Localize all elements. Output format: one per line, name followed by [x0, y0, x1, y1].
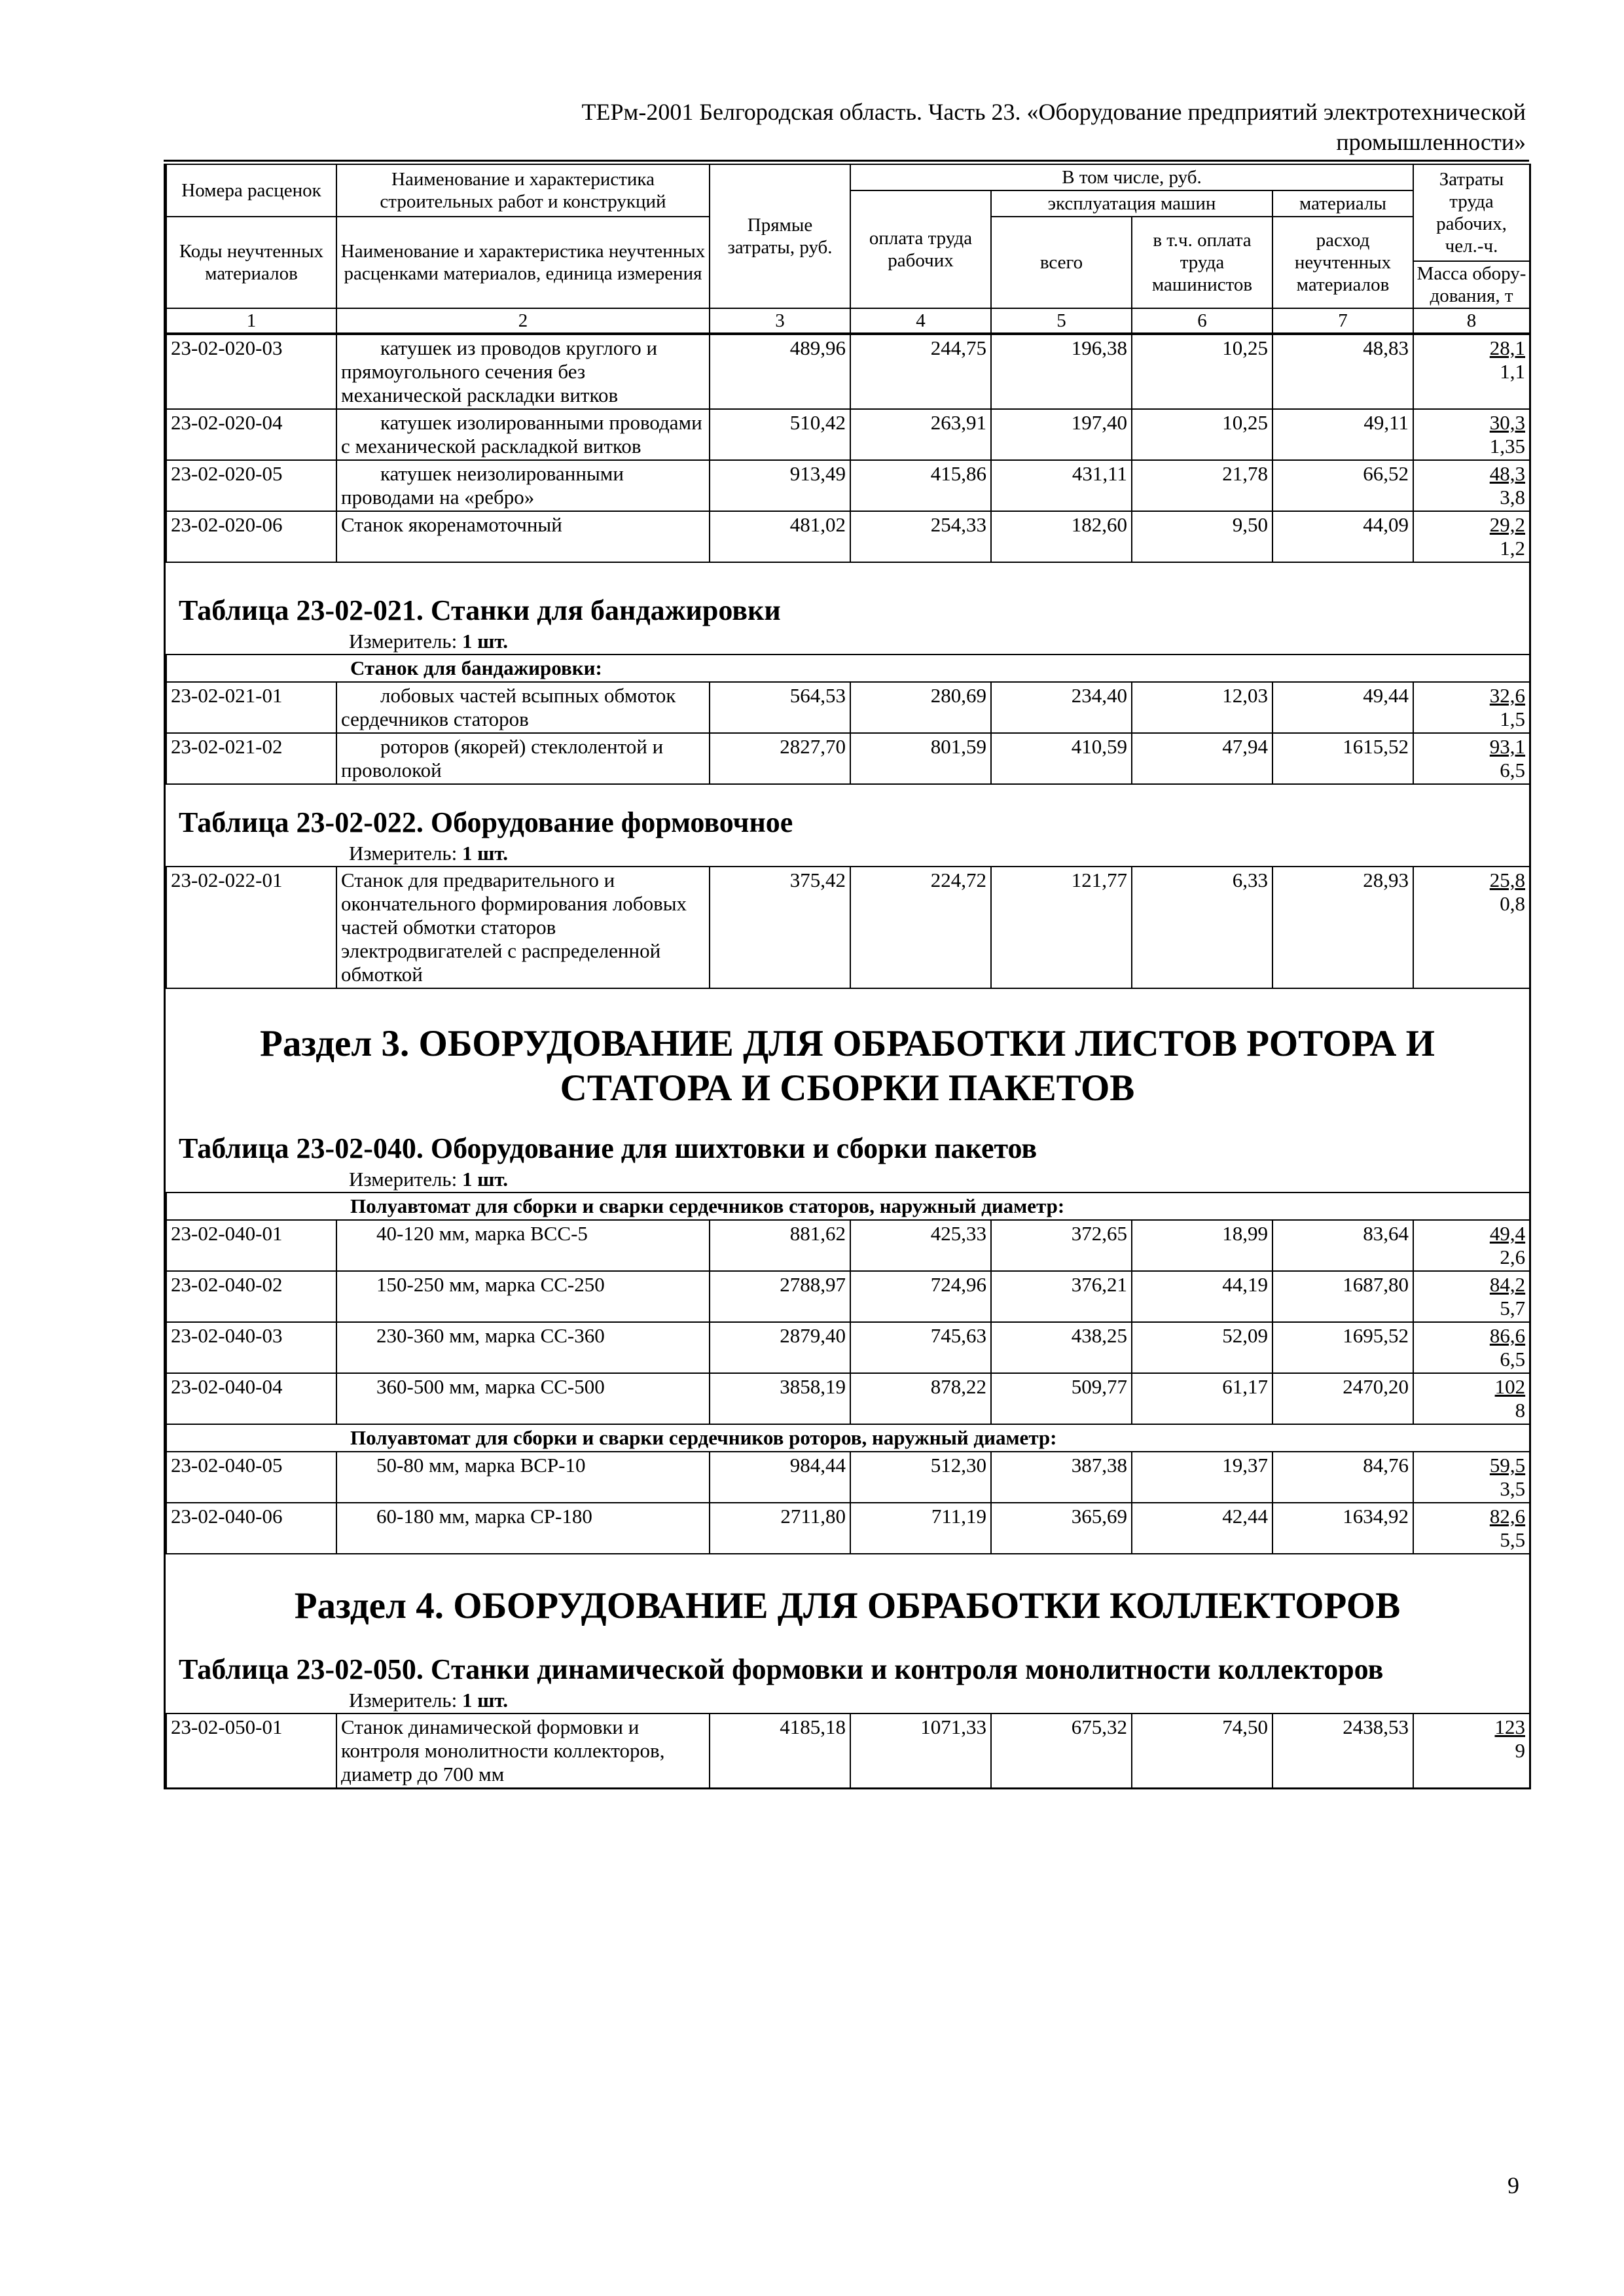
measure-050: Измеритель: 1 шт.: [349, 1689, 509, 1712]
direct-costs: 4185,18: [710, 1713, 850, 1788]
direct-costs: 913,49: [710, 460, 850, 511]
materials: 44,09: [1272, 511, 1413, 562]
materials: 28,93: [1272, 867, 1413, 988]
labor-mass: [1413, 1271, 1530, 1322]
table-row: [166, 867, 1530, 988]
page-number: 9: [1507, 2172, 1519, 2198]
machine-total: 438,25: [991, 1322, 1132, 1373]
labor-mass: [1413, 867, 1530, 988]
subheading-040-stators: Полуавтомат для сборки и сварки сердечников статоров, наружный диаметр:: [166, 1193, 1530, 1220]
labor-cost: 32,6: [1489, 684, 1526, 707]
labor-cost: 48,3: [1489, 462, 1525, 485]
machine-total: 376,21: [991, 1271, 1132, 1322]
machinist-pay: 52,09: [1132, 1322, 1272, 1373]
machine-total: 410,59: [991, 733, 1132, 784]
machinist-pay: 6,33: [1132, 867, 1272, 988]
table-row: [166, 334, 1530, 409]
table-040-title: Таблица 23-02-040. Оборудование для шихтовки и сборки пакетов: [179, 1132, 1038, 1164]
equipment-mass: 9: [1515, 1739, 1525, 1762]
column-header-table: [166, 164, 1530, 334]
machine-total: 197,40: [991, 409, 1132, 460]
machine-total: 372,65: [991, 1220, 1132, 1271]
subheading-021: Станок для бандажировки:: [166, 655, 1530, 682]
machinist-pay: 10,25: [1132, 409, 1272, 460]
rate-name: Станок для предварительного и окончательного формирования лобовых частей обмотки статоров электродвигателей с распределенной обмоткой: [336, 867, 710, 988]
materials: 49,44: [1272, 682, 1413, 733]
table-row: [166, 1713, 1530, 1788]
equipment-mass: 1,5: [1500, 708, 1526, 730]
rate-name: 60-180 мм, марка СР-180: [336, 1503, 710, 1554]
labor-cost: 49,4: [1489, 1222, 1526, 1245]
col2b-head: Наименование и характеристика неучтенных расценками материалов, единица измерения: [336, 217, 710, 308]
rate-name: катушек из проводов круглого и прямоугольного сечения без механической раскладки витков: [336, 334, 710, 409]
worker-pay: 280,69: [850, 682, 991, 733]
direct-costs: 984,44: [710, 1452, 850, 1503]
labor-cost: 84,2: [1489, 1273, 1526, 1296]
worker-pay: 263,91: [850, 409, 991, 460]
labor-cost: 93,1: [1489, 735, 1526, 758]
equipment-mass: 3,8: [1500, 486, 1525, 509]
machinist-pay: 21,78: [1132, 460, 1272, 511]
labor-cost: 28,1: [1489, 336, 1525, 359]
col1-head: Номера расценок: [166, 164, 336, 217]
table-021: [166, 654, 1530, 785]
materials: 2438,53: [1272, 1713, 1413, 1788]
materials: 1615,52: [1272, 733, 1413, 784]
rate-code: 23-02-021-02: [166, 733, 336, 784]
measure-022: Измеритель: 1 шт.: [349, 842, 509, 865]
table-row: [166, 1322, 1530, 1373]
direct-costs: 564,53: [710, 682, 850, 733]
table-row: [166, 682, 1530, 733]
page-header: [196, 97, 1526, 157]
machinist-pay: 10,25: [1132, 334, 1272, 409]
direct-costs: 481,02: [710, 511, 850, 562]
rate-code: 23-02-040-06: [166, 1503, 336, 1554]
labor-mass: [1413, 1713, 1530, 1788]
labor-cost: 59,5: [1489, 1454, 1526, 1477]
col1b-head: Коды неучтенных материалов: [166, 217, 336, 308]
rate-name: Станок якоренамоточный: [336, 511, 710, 562]
rate-code: 23-02-021-01: [166, 682, 336, 733]
direct-costs: 881,62: [710, 1220, 850, 1271]
col3-head: Прямые затраты, руб.: [710, 164, 850, 308]
equipment-mass: 8: [1515, 1399, 1526, 1422]
col7-head: расход неучтенных материалов: [1272, 217, 1413, 308]
materials: 83,64: [1272, 1220, 1413, 1271]
column-numbers: 1 2 3 4 5 6 7 8: [166, 308, 1530, 333]
machine-total: 365,69: [991, 1503, 1132, 1554]
machine-total: 121,77: [991, 867, 1132, 988]
direct-costs: 510,42: [710, 409, 850, 460]
rate-name: катушек неизолированными проводами на «ребро»: [336, 460, 710, 511]
equipment-mass: 5,5: [1500, 1528, 1526, 1551]
table-row: [166, 409, 1530, 460]
rate-name: 40-120 мм, марка ВСС-5: [336, 1220, 710, 1271]
machinist-pay: 9,50: [1132, 511, 1272, 562]
direct-costs: 2879,40: [710, 1322, 850, 1373]
equipment-mass: 1,2: [1500, 537, 1525, 560]
worker-pay: 512,30: [850, 1452, 991, 1503]
machinist-pay: 18,99: [1132, 1220, 1272, 1271]
machinist-pay: 74,50: [1132, 1713, 1272, 1788]
labor-mass: [1413, 1322, 1530, 1373]
section-4-heading: Раздел 4. ОБОРУДОВАНИЕ ДЛЯ ОБРАБОТКИ КОЛЛЕКТОРОВ: [294, 1585, 1401, 1626]
table-row: [166, 1503, 1530, 1554]
worker-pay: 878,22: [850, 1373, 991, 1424]
materials: 84,76: [1272, 1452, 1413, 1503]
table-022: [166, 866, 1530, 989]
col5-head: всего: [991, 217, 1132, 308]
table-row: [166, 1271, 1530, 1322]
rate-code: 23-02-020-05: [166, 460, 336, 511]
machinist-pay: 44,19: [1132, 1271, 1272, 1322]
rate-code: 23-02-020-04: [166, 409, 336, 460]
machine-total: 675,32: [991, 1713, 1132, 1788]
rate-code: 23-02-040-01: [166, 1220, 336, 1271]
labor-mass: [1413, 511, 1530, 562]
machinist-pay: 61,17: [1132, 1373, 1272, 1424]
direct-costs: 2711,80: [710, 1503, 850, 1554]
subheading-040-rotors: Полуавтомат для сборки и сварки сердечников роторов, наружный диаметр:: [166, 1424, 1530, 1452]
table-022-title: Таблица 23-02-022. Оборудование формовочное: [179, 806, 793, 838]
section-3-heading: Раздел 3. ОБОРУДОВАНИЕ ДЛЯ ОБРАБОТКИ ЛИСТОВ РОТОРА И СТАТОРА И СБОРКИ ПАКЕТОВ: [260, 1023, 1435, 1109]
labor-cost: 102: [1494, 1375, 1526, 1398]
equipment-mass: 2,6: [1500, 1246, 1526, 1268]
incl-head: В том числе, руб.: [850, 164, 1413, 190]
table-row: [166, 460, 1530, 511]
worker-pay: 745,63: [850, 1322, 991, 1373]
col6-head: в т.ч. оплата труда машинистов: [1132, 217, 1272, 308]
mach-head: эксплуатация машин: [991, 190, 1272, 217]
labor-mass: [1413, 733, 1530, 784]
machinist-pay: 47,94: [1132, 733, 1272, 784]
table-050-title: Таблица 23-02-050. Станки динамической формовки и контроля монолитности коллекторов: [179, 1653, 1384, 1685]
rate-name: роторов (якорей) стеклолентой и проволокой: [336, 733, 710, 784]
worker-pay: 1071,33: [850, 1713, 991, 1788]
machine-total: 431,11: [991, 460, 1132, 511]
equipment-mass: 6,5: [1500, 759, 1526, 781]
labor-mass: [1413, 1452, 1530, 1503]
equipment-mass: 1,35: [1489, 435, 1525, 457]
col8a-head: Затраты труда рабочих, чел.-ч.: [1413, 164, 1530, 261]
labor-mass: [1413, 334, 1530, 409]
direct-costs: 489,96: [710, 334, 850, 409]
col4-head: оплата труда рабочих: [850, 190, 991, 308]
rate-name: катушек изолированными проводами с механической раскладкой витков: [336, 409, 710, 460]
equipment-mass: 1,1: [1500, 360, 1525, 383]
rate-name: лобовых частей всыпных обмоток сердечников статоров: [336, 682, 710, 733]
direct-costs: 2788,97: [710, 1271, 850, 1322]
table-row: [166, 1220, 1530, 1271]
labor-cost: 123: [1494, 1715, 1525, 1738]
rate-code: 23-02-040-04: [166, 1373, 336, 1424]
col8b-head: Масса обору-дования, т: [1413, 261, 1530, 308]
labor-mass: [1413, 409, 1530, 460]
measure-040: Измеритель: 1 шт.: [349, 1168, 509, 1191]
labor-mass: [1413, 460, 1530, 511]
rates-table: [166, 334, 1530, 563]
materials: 1687,80: [1272, 1271, 1413, 1322]
machine-total: 234,40: [991, 682, 1132, 733]
rate-code: 23-02-022-01: [166, 867, 336, 988]
worker-pay: 254,33: [850, 511, 991, 562]
materials: 66,52: [1272, 460, 1413, 511]
machinist-pay: 19,37: [1132, 1452, 1272, 1503]
worker-pay: 224,72: [850, 867, 991, 988]
direct-costs: 3858,19: [710, 1373, 850, 1424]
materials: 1695,52: [1272, 1322, 1413, 1373]
worker-pay: 244,75: [850, 334, 991, 409]
worker-pay: 711,19: [850, 1503, 991, 1554]
rate-code: 23-02-020-06: [166, 511, 336, 562]
labor-cost: 86,6: [1489, 1324, 1526, 1347]
labor-mass: [1413, 682, 1530, 733]
rate-code: 23-02-020-03: [166, 334, 336, 409]
machine-total: 196,38: [991, 334, 1132, 409]
labor-mass: [1413, 1220, 1530, 1271]
labor-cost: 29,2: [1489, 513, 1525, 536]
rate-code: 23-02-040-05: [166, 1452, 336, 1503]
direct-costs: 375,42: [710, 867, 850, 988]
rate-name: 150-250 мм, марка СС-250: [336, 1271, 710, 1322]
col2-head: Наименование и характеристика строительных работ и конструкций: [336, 164, 710, 217]
content-frame: [164, 164, 1531, 1789]
rate-name: 230-360 мм, марка СС-360: [336, 1322, 710, 1373]
header-rule: [164, 160, 1529, 162]
table-row: [166, 511, 1530, 562]
table-row: [166, 1452, 1530, 1503]
header-line1: ТЕРм-2001 Белгородская область. Часть 23. «Оборудование предприятий электротехнической: [581, 99, 1526, 125]
mat-head: материалы: [1272, 190, 1413, 217]
table-040: [166, 1192, 1530, 1554]
machine-total: 387,38: [991, 1452, 1132, 1503]
rate-name: 50-80 мм, марка ВСР-10: [336, 1452, 710, 1503]
table-050: [166, 1713, 1530, 1789]
equipment-mass: 6,5: [1500, 1348, 1526, 1371]
materials: 48,83: [1272, 334, 1413, 409]
measure-021: Измеритель: 1 шт.: [349, 630, 509, 653]
rate-code: 23-02-050-01: [166, 1713, 336, 1788]
equipment-mass: 5,7: [1500, 1297, 1526, 1319]
machine-total: 509,77: [991, 1373, 1132, 1424]
table-row: [166, 733, 1530, 784]
worker-pay: 724,96: [850, 1271, 991, 1322]
materials: 49,11: [1272, 409, 1413, 460]
labor-cost: 30,3: [1489, 411, 1525, 434]
labor-cost: 25,8: [1489, 869, 1525, 891]
worker-pay: 415,86: [850, 460, 991, 511]
worker-pay: 425,33: [850, 1220, 991, 1271]
worker-pay: 801,59: [850, 733, 991, 784]
equipment-mass: 3,5: [1500, 1477, 1526, 1500]
table-row: [166, 1373, 1530, 1424]
machinist-pay: 12,03: [1132, 682, 1272, 733]
materials: 2470,20: [1272, 1373, 1413, 1424]
materials: 1634,92: [1272, 1503, 1413, 1554]
machine-total: 182,60: [991, 511, 1132, 562]
rate-code: 23-02-040-03: [166, 1322, 336, 1373]
rate-name: Станок динамической формовки и контроля монолитности коллекторов, диаметр до 700 мм: [336, 1713, 710, 1788]
table-021-title: Таблица 23-02-021. Станки для бандажировки: [179, 594, 781, 626]
rate-name: 360-500 мм, марка СС-500: [336, 1373, 710, 1424]
rate-code: 23-02-040-02: [166, 1271, 336, 1322]
labor-cost: 82,6: [1489, 1505, 1526, 1528]
equipment-mass: 0,8: [1500, 892, 1525, 915]
labor-mass: [1413, 1373, 1530, 1424]
header-line2: промышленности»: [1336, 129, 1526, 155]
labor-mass: [1413, 1503, 1530, 1554]
machinist-pay: 42,44: [1132, 1503, 1272, 1554]
direct-costs: 2827,70: [710, 733, 850, 784]
